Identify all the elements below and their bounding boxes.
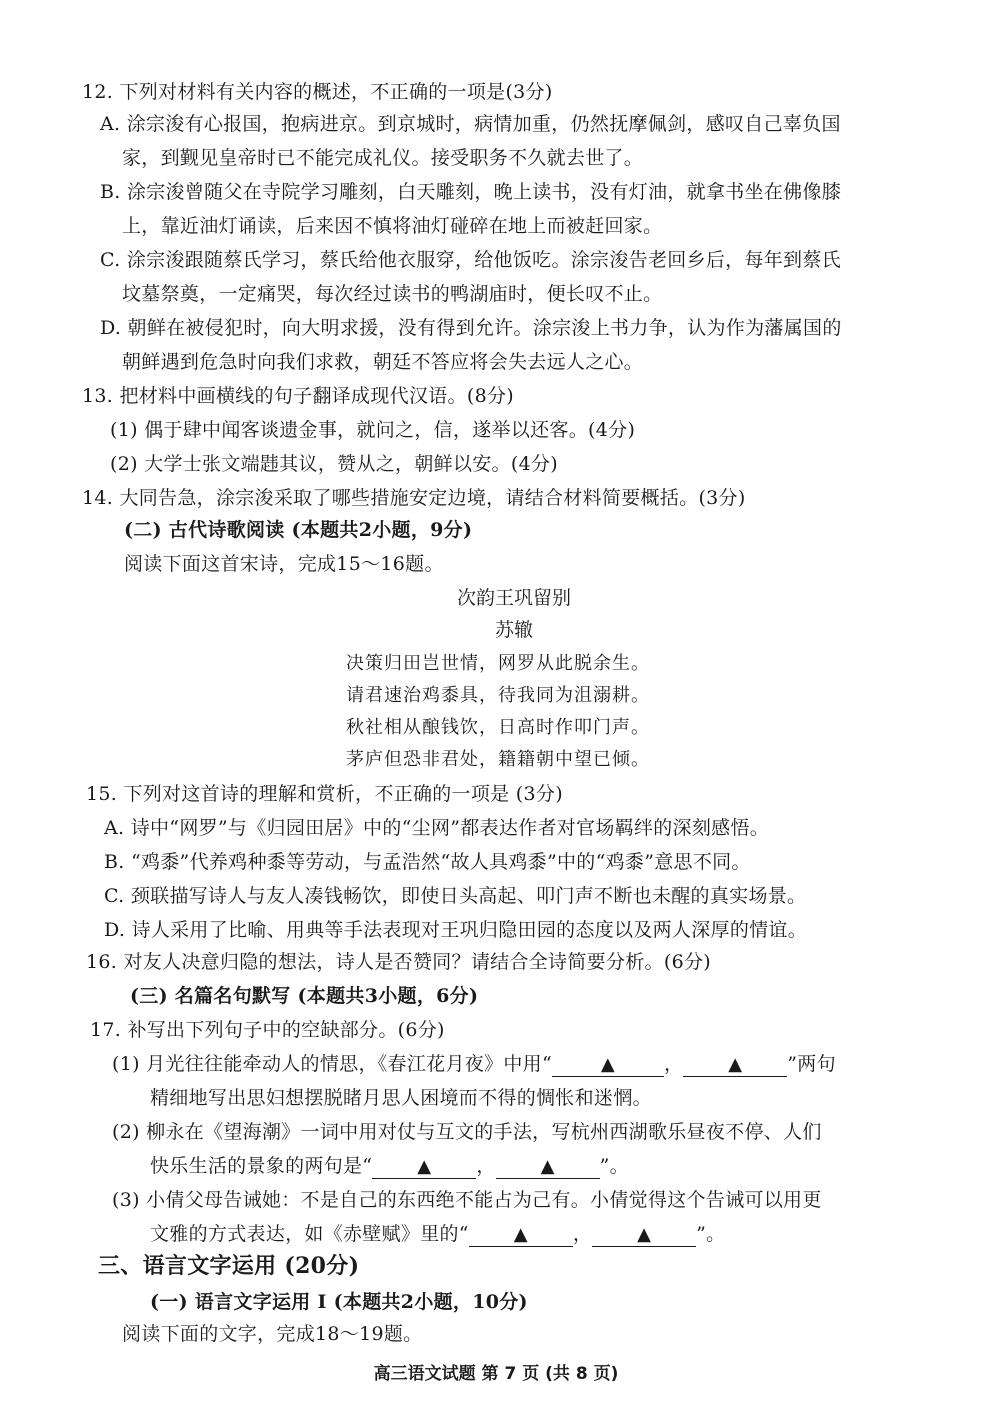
q17-comma: ， <box>476 1155 496 1177</box>
q17-item-1-line2: 精细地写出思妇想摆脱睹月思人困境而不得的惆怅和迷惘。 <box>150 1087 652 1109</box>
q12-option-d-line1: D. 朝鲜在被侵犯时，向大明求援，没有得到允许。涂宗浚上书力争，认为作为藩属国的 <box>100 317 842 339</box>
q12-option-d-line2: 朝鲜遇到危急时向我们求救，朝廷不答应将会失去远人之心。 <box>122 351 644 373</box>
q12-option-b-line2: 上，靠近油灯诵读，后来因不慎将油灯碰碎在地上而被赶回家。 <box>122 215 663 237</box>
q17-item-2-line2 <box>150 1152 629 1180</box>
question-15-stem: 15. 下列对这首诗的理解和赏析，不正确的一项是 (3分) <box>86 783 563 805</box>
q17-item-3-text-c: ”。 <box>696 1223 726 1245</box>
q17-blank-2[interactable] <box>683 1052 787 1077</box>
q17-blank-4[interactable] <box>496 1154 600 1179</box>
q17-comma: ， <box>572 1223 593 1245</box>
section-3-subheading: (一) 语言文字运用 I (本题共2小题，10分) <box>150 1291 528 1313</box>
q15-option-d: D. 诗人采用了比喻、用典等手法表现对王巩归隐田园的态度以及两人深厚的情谊。 <box>104 919 808 941</box>
question-14-stem: 14. 大同告急，涂宗浚采取了哪些措施安定边境，请结合材料简要概括。(3分) <box>82 487 746 509</box>
poem-line-4: 茅庐但恐非君处，籍籍朝中望已倾。 <box>346 749 650 770</box>
q15-option-c: C. 颈联描写诗人与友人凑钱畅饮，即使日头高起、叩门声不断也未醒的真实场景。 <box>104 885 807 907</box>
q17-item-2-line1: (2) 柳永在《望海潮》一词中用对仗与互文的手法，写杭州西湖歌乐昼夜不停、人们 <box>112 1121 822 1143</box>
answer-triangle-icon: ▲ <box>600 1054 616 1075</box>
answer-triangle-icon: ▲ <box>513 1224 528 1245</box>
poem-author: 苏辙 <box>494 619 533 641</box>
section-3-heading: 三、语言文字运用 (20分) <box>98 1253 360 1279</box>
q17-blank-3[interactable] <box>372 1154 476 1179</box>
q17-item-3-line2 <box>150 1220 725 1248</box>
q17-item-1-line1 <box>112 1050 836 1078</box>
poem-title: 次韵王巩留别 <box>456 587 571 609</box>
q12-option-c-line1: C. 涂宗浚跟随蔡氏学习，蔡氏给他衣服穿，给他饭吃。涂宗浚告老回乡后，每年到蔡氏 <box>100 249 841 271</box>
q17-comma: ， <box>663 1053 684 1075</box>
question-13-stem: 13. 把材料中画横线的句子翻译成现代汉语。(8分) <box>82 385 514 407</box>
q12-option-a-line1: A. 涂宗浚有心报国，抱病进京。到京城时，病情加重，仍然抚摩佩剑，感叹自己辜负国 <box>100 113 841 135</box>
q12-option-c-line2: 坟墓祭奠，一定痛哭，每次经过读书的鸭湖庙时，便长叹不止。 <box>122 283 663 305</box>
section-3-intro: 阅读下面的文字，完成18～19题。 <box>122 1323 423 1345</box>
q17-item-3-line1: (3) 小倩父母告诫她：不是自己的东西绝不能占为己有。小倩觉得这个告诫可以用更 <box>112 1189 822 1211</box>
q17-item-1-text-b: ”两句 <box>787 1053 836 1075</box>
q17-item-2-text-a: 快乐生活的景象的两句是“ <box>150 1155 373 1177</box>
q17-item-3-text-a: 文雅的方式表达，如《赤壁赋》里的“ <box>150 1223 469 1245</box>
recite-section-heading: (三) 名篇名句默写 (本题共3小题，6分) <box>130 985 479 1007</box>
q17-item-2-text-c: ”。 <box>599 1155 629 1177</box>
question-17-stem: 17. 补写出下列句子中的空缺部分。(6分) <box>90 1019 445 1041</box>
question-12-stem: 12. 下列对材料有关内容的概述，不正确的一项是(3分) <box>82 81 553 103</box>
question-16-stem: 16. 对友人决意归隐的想法，诗人是否赞同？请结合全诗简要分析。(6分) <box>86 951 711 973</box>
poetry-section-heading: (二) 古代诗歌阅读 (本题共2小题，9分) <box>124 519 473 541</box>
answer-triangle-icon: ▲ <box>637 1224 652 1245</box>
answer-triangle-icon: ▲ <box>728 1054 743 1075</box>
poem-line-1: 决策归田岂世情，网罗从此脱余生。 <box>346 653 650 674</box>
q17-blank-5[interactable] <box>469 1222 573 1247</box>
q13-sentence-1: (1) 偶于肆中闻客谈遗金事，就问之，信，遂举以还客。(4分) <box>110 419 636 441</box>
poetry-intro: 阅读下面这首宋诗，完成15～16题。 <box>124 553 444 575</box>
q17-blank-1[interactable] <box>552 1052 664 1077</box>
q12-option-b-line1: B. 涂宗浚曾随父在寺院学习雕刻，白天雕刻，晚上读书，没有灯油，就拿书坐在佛像膝 <box>100 181 842 203</box>
q17-item-1-text-a: (1) 月光往往能牵动人的情思，《春江花月夜》中用“ <box>112 1053 552 1075</box>
q12-option-a-line2: 家，到觐见皇帝时已不能完成礼仪。接受职务不久就去世了。 <box>122 147 644 169</box>
q15-option-b: B. “鸡黍”代养鸡种黍等劳动，与孟浩然“故人具鸡黍”中的“鸡黍”意思不同。 <box>104 851 751 873</box>
q15-option-a: A. 诗中“网罗”与《归园田居》中的“尘网”都表达作者对官场羁绊的深刻感悟。 <box>104 817 770 839</box>
answer-triangle-icon: ▲ <box>540 1156 555 1177</box>
page-footer: 高三语文试题 第 7 页 (共 8 页) <box>373 1364 619 1384</box>
q17-blank-6[interactable] <box>592 1222 696 1247</box>
poem-line-2: 请君速治鸡黍具，待我同为沮溺耕。 <box>346 685 650 706</box>
answer-triangle-icon: ▲ <box>417 1156 432 1177</box>
poem-line-3: 秋社相从酿钱饮，日高时作叩门声。 <box>346 717 650 738</box>
q13-sentence-2: (2) 大学士张文端韪其议，赞从之，朝鲜以安。(4分) <box>110 453 558 475</box>
